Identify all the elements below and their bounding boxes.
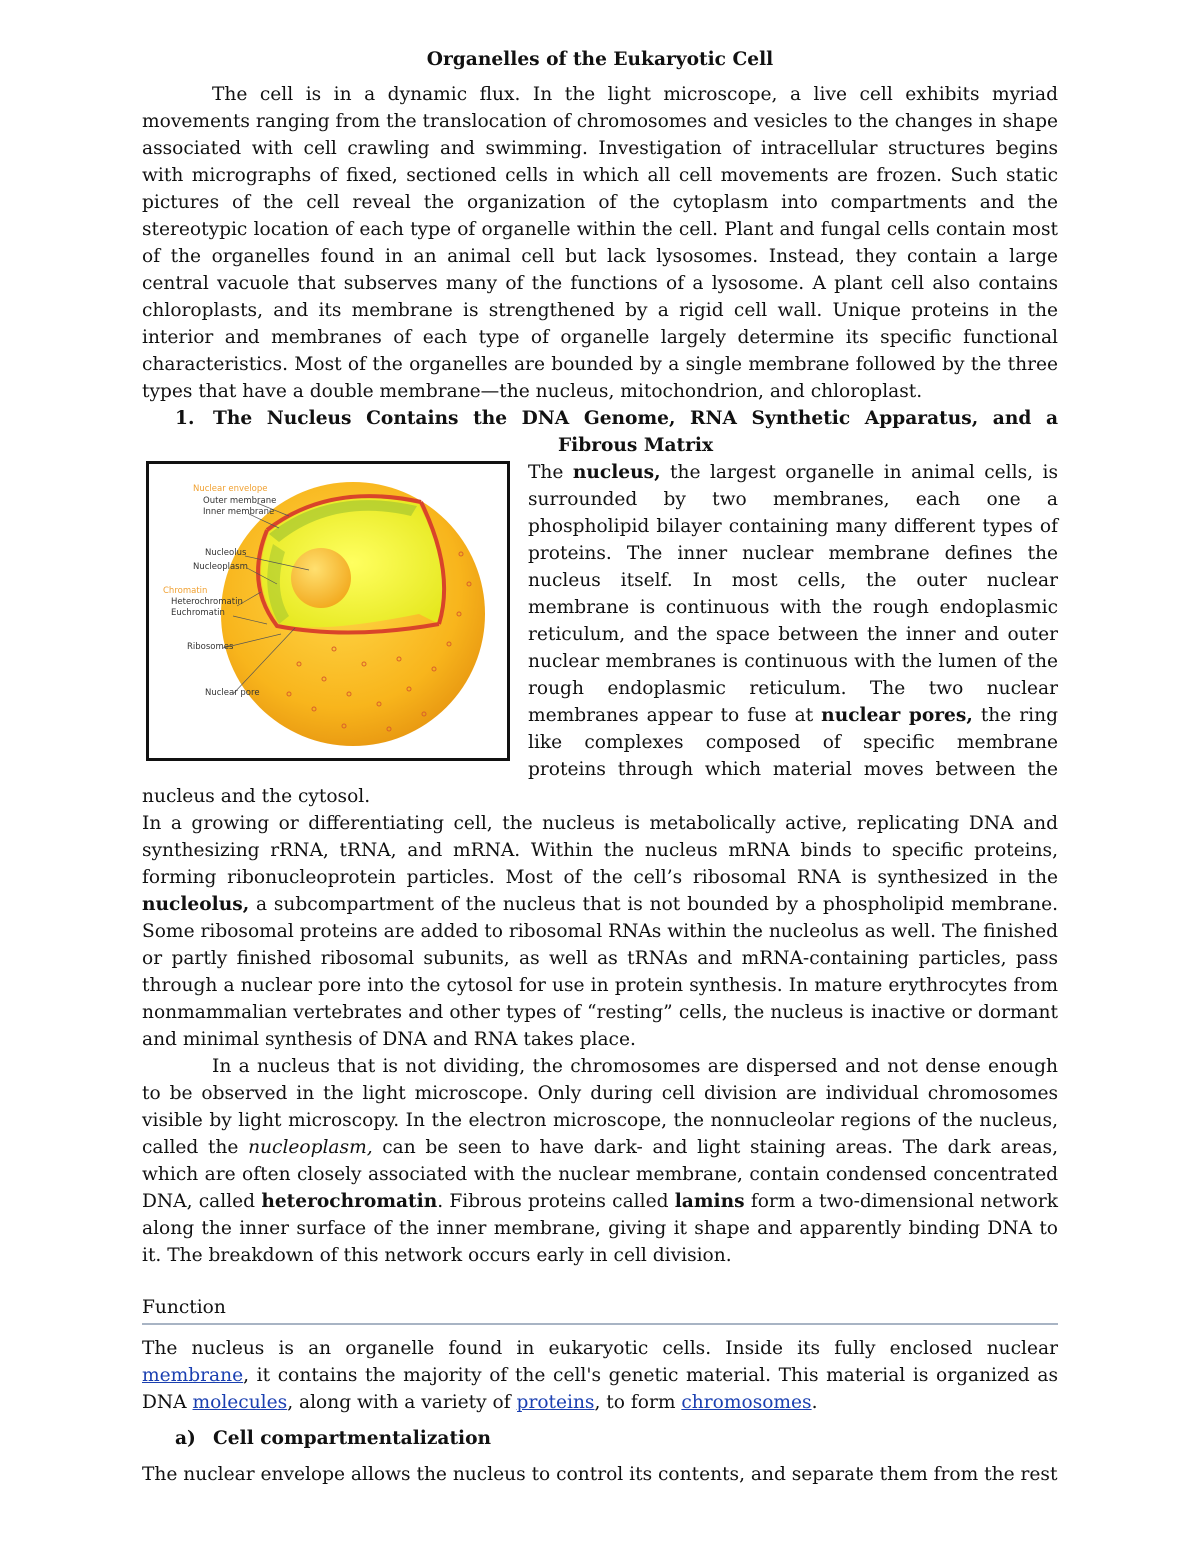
section-1-number: 1. <box>175 408 195 429</box>
document-title: Organelles of the Eukaryotic Cell <box>426 49 774 70</box>
term-nucleoplasm: nucleoplasm, <box>248 1137 373 1158</box>
nucleolus-shape <box>291 548 351 608</box>
link-proteins[interactable]: proteins <box>516 1392 595 1413</box>
text-run: , along with a variety of <box>287 1392 517 1413</box>
text-run: The <box>528 462 573 483</box>
label-chromatin: Chromatin <box>163 586 208 596</box>
label-nucleoplasm: Nucleoplasm <box>193 562 248 572</box>
intro-paragraph: The cell is in a dynamic flux. In the light microscope, a live cell exhibits myriad movements ranging from the translocation of chromosomes and vesicles to the changes in shape associated with cell crawling and swimming. Investigation of intracellular structures begins with micrographs of fixed, sectioned cells in which all cell movements are frozen. Such static pictures of the cell reveal the organization of the cytoplasm into compartments and the stereotypic location of each type of organelle within the cell. Plant and fungal cells contain most of the organelles found in an animal cell but lack lysosomes. Instead, they contain a large central vacuole that subserves many of the functions of a lysosome. A plant cell also contains chloroplasts, and its membrane is strengthened by a rigid cell wall. Unique proteins in the interior and membranes of each type of organelle largely determine its specific functional characteristics. Most of the organelles are bounded by a single membrane followed by the three types that have a double membrane—the nucleus, mitochondrion, and chloroplast. <box>142 84 1058 402</box>
label-heterochromatin: Heterochromatin <box>171 597 243 607</box>
label-outer-membrane: Outer membrane <box>203 496 277 506</box>
growing-cell-paragraph <box>142 810 1058 1053</box>
text-run: the largest organelle in animal cells, is surrounded by two membranes, each one a phospholipid bilayer containing many different types of proteins. The inner nuclear membrane defines the nucleus itself. In most cells, the outer nuclear membrane is continuous with the rough endoplasmic reticulum, and the space between the inner and outer nuclear membranes is continuous with the lumen of the rough endoplasmic reticulum. The two nuclear membranes appear to fuse at <box>528 462 1058 726</box>
term-nucleolus: nucleolus, <box>142 894 250 915</box>
text-run: The nucleus is an organelle found in eukaryotic cells. Inside its fully enclosed nuclear <box>142 1338 1058 1359</box>
text-run: . <box>811 1392 818 1413</box>
function-paragraph <box>142 1335 1058 1416</box>
text-run: , it contains the majority of the cell's genetic material. This material is organized as DNA <box>142 1365 1058 1413</box>
dividing-nucleus-paragraph <box>142 1053 1058 1269</box>
subsection-a-heading <box>175 1425 1058 1452</box>
label-inner-membrane: Inner membrane <box>203 507 275 517</box>
compartment-paragraph: The nuclear envelope allows the nucleus to control its contents, and separate them from the rest <box>142 1464 1058 1485</box>
section-1-title: The Nucleus Contains the DNA Genome, RNA Synthetic Apparatus, and a Fibrous Matrix <box>213 408 1058 456</box>
term-lamins: lamins <box>674 1191 745 1212</box>
document-page <box>142 46 1058 1488</box>
nucleus-diagram <box>146 461 510 761</box>
text-run: . Fibrous proteins called <box>437 1191 675 1212</box>
label-ribosomes: Ribosomes <box>187 642 234 652</box>
text-run: a subcompartment of the nucleus that is not bounded by a phospholipid membrane. Some ribosomal proteins are added to ribosomal RNAs within the nucleolus as well. The finished or partly finished ribosomal subunits, as well as tRNAs and mRNA-containing particles, pass through a nuclear pore into the cytosol for use in protein synthesis. In mature erythrocytes from nonmammalian vertebrates and other types of “resting” cells, the nucleus is inactive or dormant and minimal synthesis of DNA and RNA takes place. <box>142 894 1058 1050</box>
link-chromosomes[interactable]: chromosomes <box>681 1392 812 1413</box>
subsection-a-label: a) <box>175 1428 196 1449</box>
text-run: the ring like complexes composed of specific membrane proteins through which material moves between the nucleus and the cytosol. <box>142 705 1058 807</box>
term-nucleus: nucleus, <box>572 462 661 483</box>
term-heterochromatin: heterochromatin <box>261 1191 438 1212</box>
text-run: form a two-dimensional network along the inner surface of the inner membrane, giving it shape and apparently binding DNA to it. The breakdown of this network occurs early in cell division. <box>142 1191 1058 1266</box>
label-nucleolus: Nucleolus <box>205 548 247 558</box>
label-nuclear-pore: Nuclear pore <box>205 688 260 698</box>
link-molecules[interactable]: molecules <box>192 1392 288 1413</box>
section-1-heading <box>175 405 1058 459</box>
label-nuclear-envelope: Nuclear envelope <box>193 484 268 494</box>
label-euchromatin: Euchromatin <box>171 608 225 618</box>
subsection-a-title: Cell compartmentalization <box>213 1428 492 1449</box>
text-run: can be seen to have dark- and light staining areas. The dark areas, which are often closely associated with the nuclear membrane, contain condensed concentrated DNA, called <box>142 1137 1059 1212</box>
text-run: In a nucleus that is not dividing, the chromosomes are dispersed and not dense enough to be observed in the light microscope. Only during cell division are individual chromosomes visible by light microscopy. In the electron microscope, the nonnucleolar regions of the nucleus, called the <box>142 1056 1058 1158</box>
text-run: , to form <box>594 1392 682 1413</box>
link-membrane[interactable]: membrane <box>142 1365 244 1386</box>
term-nuclear-pores: nuclear pores, <box>821 705 973 726</box>
text-run: In a growing or differentiating cell, the nucleus is metabolically active, replicating DNA and synthesizing rRNA, tRNA, and mRNA. Within the nucleus mRNA binds to specific proteins, forming ribonucleoprotein particles. Most of the cell’s ribosomal RNA is synthesized in the <box>142 813 1058 888</box>
function-heading: Function <box>142 1295 1058 1325</box>
